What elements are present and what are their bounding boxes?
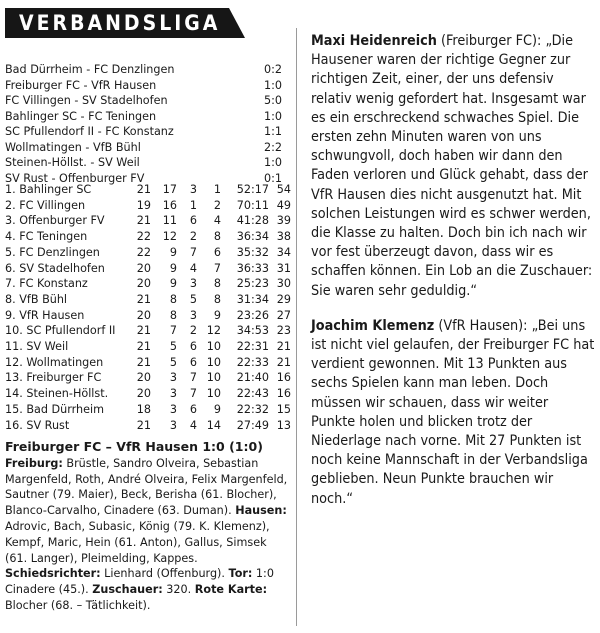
- table-row: [5, 213, 291, 229]
- table-row: [5, 402, 291, 418]
- standings-wins: 5: [169, 355, 177, 369]
- standings-team: [5, 213, 129, 229]
- standings-draws: 1: [189, 198, 197, 212]
- standings-losses: 6: [213, 245, 221, 259]
- standings-goals: 70:11: [236, 198, 269, 212]
- standings-games: 20: [136, 261, 151, 275]
- standings-position: 10.: [5, 324, 23, 338]
- standings-goals: 23:26: [236, 308, 269, 322]
- standings-points: 30: [276, 277, 291, 291]
- section-banner: [5, 8, 245, 38]
- table-row: [5, 276, 291, 292]
- standings-team-name: Freiburger FC: [26, 371, 102, 385]
- standings-draws: 2: [189, 230, 197, 244]
- standings-losses: 8: [213, 277, 221, 291]
- result-row: [5, 93, 286, 109]
- column-divider: [296, 28, 297, 626]
- result-row: [5, 124, 286, 140]
- result-row: [5, 78, 286, 94]
- quote-text: „Bei uns ist nicht viel gelaufen, der Freiburger FC hat verdient gewonnen. Mit 13 Punkten aus sechs Spielen kann man leben. Doch müssen wir schauen, dass wir weiter Punkte holen und blicken trotz der Niederlage nach vorne. Mit 27 Punkten ist noch keine Mannschaft in der Verbandsliga geblieben. Neun Punkte brauchen wir noch.“: [311, 317, 595, 507]
- standings-draws: 3: [189, 308, 197, 322]
- standings-goals: 22:33: [236, 355, 269, 369]
- standings-goals: 36:33: [236, 261, 269, 275]
- standings-draws: 3: [189, 277, 197, 291]
- table-row: [5, 370, 291, 386]
- referee-text: Lienhard (Offenburg).: [100, 567, 225, 581]
- match-report-lineups: [5, 456, 290, 614]
- standings-wins: 11: [162, 214, 177, 228]
- result-row: [5, 62, 286, 78]
- standings-table: [5, 182, 291, 433]
- standings-games: 18: [136, 402, 151, 416]
- match-report-headline: Freiburger FC – VfR Hausen 1:0 (1:0): [5, 439, 263, 454]
- standings-points: 15: [276, 402, 291, 416]
- standings-points: 49: [276, 198, 291, 212]
- standings-draws: 6: [189, 355, 197, 369]
- standings-points: 16: [276, 387, 291, 401]
- standings-losses: 14: [206, 418, 221, 432]
- standings-team-name: FC Teningen: [19, 230, 88, 244]
- standings-goals: 27:49: [236, 418, 269, 432]
- standings-position: 1.: [5, 183, 16, 196]
- hausen-label: Hausen:: [235, 504, 287, 518]
- standings-games: 21: [136, 214, 151, 228]
- standings-team-name: Offenburger FV: [19, 214, 105, 228]
- standings-team-name: Bahlinger SC: [19, 183, 92, 196]
- standings-games: 20: [136, 277, 151, 291]
- standings-goals: 36:34: [236, 230, 269, 244]
- standings-wins: 9: [169, 245, 177, 259]
- result-match: Bahlinger SC - FC Teningen: [5, 109, 157, 123]
- standings-draws: 2: [189, 324, 197, 338]
- result-score: 5:0: [263, 94, 282, 107]
- standings-games: 21: [136, 418, 151, 432]
- standings-draws: 6: [189, 402, 197, 416]
- quote-club: (Freiburger FC):: [436, 33, 542, 49]
- result-score: 0:1: [263, 171, 282, 185]
- standings-team: [5, 386, 129, 402]
- spectators-label: Zuschauer:: [92, 583, 163, 597]
- table-row: [5, 355, 291, 371]
- standings-losses: 10: [206, 355, 221, 369]
- table-row: [5, 418, 291, 434]
- standings-team-name: VfR Hausen: [19, 308, 85, 322]
- standings-losses: 8: [213, 230, 221, 244]
- standings-goals: 34:53: [236, 324, 269, 338]
- standings-games: 21: [136, 183, 151, 196]
- table-row: [5, 386, 291, 402]
- standings-losses: 1: [213, 183, 221, 196]
- standings-team: [5, 355, 129, 371]
- standings-losses: 10: [206, 371, 221, 385]
- standings-losses: 10: [206, 340, 221, 354]
- result-match: FC Villingen - SV Stadelhofen: [5, 94, 168, 107]
- quote-text: „Die Hausener waren der richtige Gegner zur richtigen Zeit, einer, der uns defensiv relativ wenig gefordert hat. Insgesamt war es ein erschreckend schwaches Spiel. Die ersten zehn Minuten waren von uns schwungvoll, doch haben wir dann den Faden verloren und Glück gehabt, dass der VfR Hausen dies nicht ausgenutzt hat. Mit solchen Leistungen wird es schwer werden, die Klasse zu halten. Doch bin ich nach wir vor fest überzeugt davon, dass wir es schaffen können. Ein Lob an die Zuschauer: Sie waren sehr geduldig.“: [311, 33, 593, 299]
- standings-position: 11.: [5, 340, 23, 354]
- standings-games: 20: [136, 387, 151, 401]
- standings-goals: 22:31: [236, 340, 269, 354]
- standings-team: [5, 418, 129, 434]
- standings-games: 21: [136, 292, 151, 306]
- result-score: 2:2: [263, 140, 282, 154]
- standings-team-name: FC Denzlingen: [19, 245, 100, 259]
- standings-goals: 22:43: [236, 387, 269, 401]
- quote-speaker: Maxi Heidenreich: [311, 33, 437, 49]
- result-score: 1:0: [263, 109, 282, 123]
- standings-games: 19: [136, 198, 151, 212]
- standings-draws: 6: [189, 340, 197, 354]
- standings-team: [5, 370, 129, 386]
- standings-goals: 31:34: [236, 292, 269, 306]
- standings-games: 21: [136, 340, 151, 354]
- standings-position: 7.: [5, 277, 16, 291]
- standings-team: [5, 245, 129, 261]
- goal-text: 1:0 Cinadere (45.).: [5, 567, 274, 597]
- table-row: [5, 308, 291, 324]
- result-match: Wollmatingen - VfB Bühl: [5, 140, 141, 154]
- standings-games: 21: [136, 355, 151, 369]
- table-row: [5, 261, 291, 277]
- result-match: Bad Dürrheim - FC Denzlingen: [5, 63, 175, 76]
- standings-goals: 21:40: [236, 371, 269, 385]
- standings-wins: 9: [169, 261, 177, 275]
- standings-team: [5, 323, 129, 339]
- standings-goals: 52:17: [236, 183, 269, 196]
- standings-games: 21: [136, 324, 151, 338]
- table-row: [5, 182, 291, 198]
- hausen-lineup: Adrovic, Bach, Subasic, König (79. K. Klemenz), Kempf, Maric, Hein (61. Anton), Gallus, Simsek (61. Langer), Pleimelding, Kappes.: [5, 519, 270, 565]
- standings-team-name: Bad Dürrheim: [26, 402, 105, 416]
- standings-wins: 3: [169, 387, 177, 401]
- redcard-text: Blocher (68. – Tätlichkeit).: [5, 598, 151, 612]
- standings-position: 2.: [5, 198, 16, 212]
- standings-points: 31: [276, 261, 291, 275]
- standings-wins: 16: [162, 198, 177, 212]
- quotes-column: [311, 32, 596, 509]
- standings-games: 20: [136, 371, 151, 385]
- standings-points: 13: [276, 418, 291, 432]
- standings-team-name: SV Stadelhofen: [19, 261, 105, 275]
- standings-points: 38: [276, 230, 291, 244]
- result-row: [5, 109, 286, 125]
- standings-draws: 3: [189, 183, 197, 196]
- standings-wins: 7: [169, 324, 177, 338]
- standings-points: 23: [276, 324, 291, 338]
- standings-wins: 3: [169, 402, 177, 416]
- result-score: 1:1: [263, 125, 282, 138]
- table-row: [5, 198, 291, 214]
- quote-speaker: Joachim Klemenz: [311, 317, 435, 334]
- result-match: Steinen-Höllst. - SV Weil: [5, 156, 140, 169]
- standings-losses: 9: [213, 308, 221, 322]
- standings-wins: 17: [162, 183, 177, 196]
- table-row: [5, 245, 291, 261]
- standings-wins: 9: [169, 277, 177, 291]
- result-score: 1:0: [263, 78, 282, 92]
- standings-position: 5.: [5, 245, 16, 259]
- standings-losses: 8: [213, 292, 221, 306]
- goal-label: Tor:: [228, 567, 253, 581]
- standings-position: 15.: [5, 402, 23, 416]
- quote-klemenz: [311, 317, 596, 509]
- redcard-label: Rote Karte:: [194, 583, 268, 597]
- standings-losses: 2: [213, 198, 221, 212]
- standings-points: 34: [276, 245, 291, 259]
- standings-draws: 4: [189, 418, 197, 432]
- quote-club: (VfR Hausen):: [434, 317, 528, 334]
- standings-draws: 7: [189, 371, 197, 385]
- standings-points: 27: [276, 308, 291, 322]
- standings-wins: 3: [169, 418, 177, 432]
- standings-position: 6.: [5, 261, 16, 275]
- result-match: SC Pfullendorf II - FC Konstanz: [5, 125, 174, 138]
- standings-losses: 7: [213, 261, 221, 275]
- standings-wins: 8: [169, 292, 177, 306]
- table-row: [5, 229, 291, 245]
- standings-draws: 6: [189, 214, 197, 228]
- standings-team-name: FC Konstanz: [19, 277, 88, 291]
- standings-team-name: SC Pfullendorf II: [26, 324, 116, 338]
- standings-points: 21: [276, 340, 291, 354]
- standings-draws: 4: [189, 261, 197, 275]
- standings-position: 9.: [5, 308, 16, 322]
- table-row: [5, 323, 291, 339]
- table-row: [5, 292, 291, 308]
- standings-goals: 22:32: [236, 402, 269, 416]
- standings-games: 22: [136, 230, 151, 244]
- standings-points: 54: [276, 183, 291, 196]
- standings-position: 12.: [5, 355, 23, 369]
- referee-label: Schiedsrichter:: [5, 567, 101, 581]
- banner-corner-cut: [229, 8, 245, 38]
- standings-team: [5, 198, 129, 214]
- standings-goals: 25:23: [236, 277, 269, 291]
- standings-team-name: SV Weil: [26, 340, 69, 354]
- standings-position: 3.: [5, 214, 16, 228]
- standings-points: 21: [276, 355, 291, 369]
- standings-wins: 12: [162, 230, 177, 244]
- standings-team-name: VfB Bühl: [19, 292, 68, 306]
- result-score: 0:2: [263, 63, 282, 76]
- result-row: [5, 140, 286, 156]
- result-score: 1:0: [263, 156, 282, 169]
- standings-team: [5, 292, 129, 308]
- standings-losses: 12: [206, 324, 221, 338]
- standings-goals: 41:28: [236, 214, 269, 228]
- standings-draws: 7: [189, 387, 197, 401]
- standings-team-name: Steinen-Höllst.: [26, 387, 109, 401]
- standings-goals: 35:32: [236, 245, 269, 259]
- standings-team: [5, 339, 129, 355]
- spectators-text: 320.: [162, 583, 192, 597]
- section-title: VERBANDSLIGA: [19, 11, 221, 35]
- freiburg-lineup: Brüstle, Sandro Olveira, Sebastian Margenfeld, Roth, André Olveira, Felix Margenfeld, Sautner (79. Maier), Beck, Berisha (61. Blocher), Blanco-Carvalho, Cinadere (63. Duman).: [5, 456, 288, 518]
- table-row: [5, 339, 291, 355]
- standings-games: 22: [136, 245, 151, 259]
- standings-team-name: FC Villingen: [19, 198, 86, 212]
- standings-draws: 7: [189, 245, 197, 259]
- freiburg-label: Freiburg:: [5, 456, 63, 470]
- standings-position: 14.: [5, 387, 23, 401]
- standings-position: 13.: [5, 371, 23, 385]
- standings-games: 20: [136, 308, 151, 322]
- standings-team: [5, 308, 129, 324]
- standings-team: [5, 402, 129, 418]
- match-report: [5, 439, 290, 614]
- standings-team: [5, 182, 129, 198]
- standings-losses: 9: [213, 402, 221, 416]
- standings-losses: 4: [213, 214, 221, 228]
- standings-wins: 8: [169, 308, 177, 322]
- standings-team: [5, 229, 129, 245]
- standings-points: 29: [276, 292, 291, 306]
- standings-team-name: Wollmatingen: [26, 355, 104, 369]
- result-match: SV Rust - Offenburger FV: [5, 171, 145, 185]
- standings-draws: 5: [189, 292, 197, 306]
- results-list: [5, 62, 286, 186]
- standings-team: [5, 276, 129, 292]
- standings-position: 4.: [5, 230, 16, 244]
- standings-position: 8.: [5, 292, 16, 306]
- standings-points: 16: [276, 371, 291, 385]
- quote-heidenreich: [311, 32, 596, 301]
- standings-points: 39: [276, 214, 291, 228]
- standings-wins: 3: [169, 371, 177, 385]
- standings-wins: 5: [169, 340, 177, 354]
- standings-team: [5, 261, 129, 277]
- standings-team-name: SV Rust: [26, 418, 70, 432]
- result-match: Freiburger FC - VfR Hausen: [5, 78, 157, 92]
- standings-position: 16.: [5, 418, 23, 432]
- standings-losses: 10: [206, 387, 221, 401]
- result-row: [5, 155, 286, 171]
